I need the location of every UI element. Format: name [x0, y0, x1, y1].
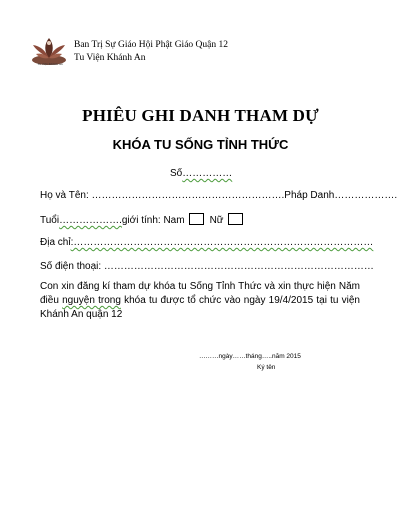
- commitment-text-start: Con xin đăng kí tham dự khóa tu Sống Tỉnh Thức và xin thực hiện Năm điều: [40, 281, 360, 306]
- age-gender-row: [40, 213, 249, 226]
- phone-row[interactable]: [40, 261, 374, 272]
- form-title: PHIÊU GHI DANH THAM DỰ: [82, 106, 319, 125]
- address-field[interactable]: :………………………………………………………………………………: [70, 237, 374, 248]
- form-subtitle: KHÓA TU SỐNG TỈNH THỨC: [112, 137, 289, 152]
- address-label: Địa chỉ: [40, 237, 71, 248]
- commitment-text-underlined: nguyện trong: [62, 295, 121, 306]
- number-field[interactable]: ……………: [182, 168, 233, 179]
- org-name-line2: Tu Viện Khánh An: [74, 53, 146, 63]
- address-row: [40, 237, 373, 248]
- gender-label: giới tính: Nam: [121, 215, 185, 226]
- commitment-paragraph: [40, 280, 360, 322]
- number-label: Số: [170, 168, 183, 179]
- date-line[interactable]: ………ngày……tháng…..năm 2015: [199, 353, 301, 360]
- male-checkbox[interactable]: [189, 213, 204, 225]
- phone-field[interactable]: Số điện thoại: ………………………………………………………………………: [40, 261, 374, 272]
- age-field[interactable]: ……………….: [59, 215, 122, 226]
- logo-caption: Tu viện Khánh An: [37, 62, 63, 66]
- org-name-line1: Ban Trị Sự Giáo Hội Phật Giáo Quận 12: [74, 40, 228, 50]
- commitment-text-end: khóa tu được tổ chức vào ngày 19/4/2015 tại tu viện Khánh An quận 12: [40, 295, 360, 320]
- age-label: Tuổi: [40, 215, 60, 226]
- female-checkbox[interactable]: [228, 213, 243, 225]
- name-field-row[interactable]: [40, 190, 397, 201]
- female-label: Nữ: [209, 215, 224, 226]
- registration-number[interactable]: [170, 168, 232, 179]
- name-and-dharma-name-fields[interactable]: Họ và Tên: ………………………………………………….Pháp Danh……………….: [40, 190, 398, 201]
- signature-label: Ký tên: [257, 364, 276, 371]
